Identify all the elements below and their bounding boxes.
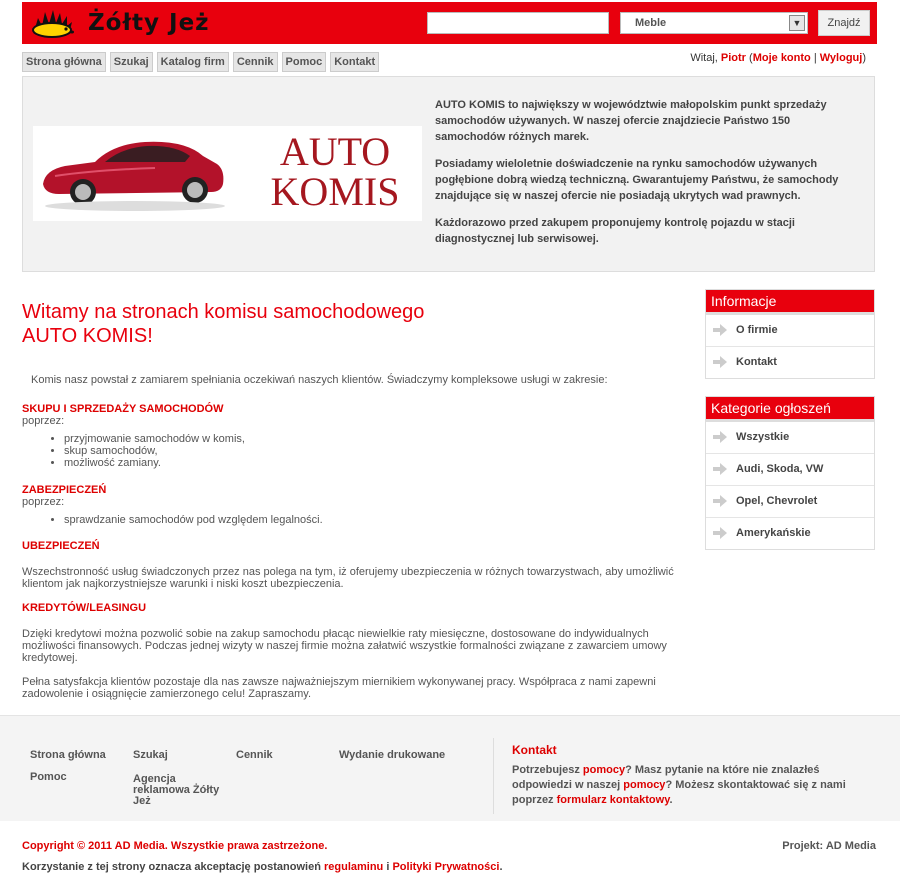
- section-title: ZABEZPIECZEŃ: [22, 484, 107, 496]
- footer-link-search[interactable]: Szukaj: [133, 749, 168, 761]
- terms-text: Korzystanie z tej strony oznacza akceptację postanowień: [22, 861, 324, 873]
- nav-pricing[interactable]: Cennik: [233, 52, 278, 72]
- footer-link-help[interactable]: Pomoc: [30, 771, 67, 783]
- paren-open: (: [749, 52, 753, 64]
- my-account-link[interactable]: Moje konto: [752, 52, 811, 64]
- contact-text-part: ? Masz pytanie na które nie znalazłeś odpowiedzi w naszej: [512, 764, 820, 791]
- banner-paragraph: Każdorazowo przed zakupem proponujemy kontrolę pojazdu w stacji diagnostycznej lub serwisowej.: [435, 217, 795, 245]
- arrow-right-icon: [713, 431, 727, 443]
- project-credit: Projekt: AD Media: [782, 840, 876, 852]
- page-title-line1: Witamy na stronach komisu samochodowego: [22, 301, 425, 323]
- closing-text: Pełna satysfakcja klientów pozostaje dla nas zawsze najważniejszym miernikiem wykonywanej pracy. Współpraca z nami zapewni zadowolenie i osiągnięcie zamierzonego celu! Zapraszamy.: [22, 676, 656, 700]
- section-subtitle: poprzez:: [22, 415, 65, 427]
- user-name-link[interactable]: Piotr: [720, 52, 746, 64]
- info-box: [705, 289, 875, 379]
- banner-brand-line2: KOMIS: [270, 169, 400, 214]
- list-item: • skup samochodów,: [64, 445, 697, 457]
- greeting: Witaj,: [690, 52, 721, 64]
- privacy-link[interactable]: Polityki Prywatności: [392, 861, 500, 873]
- arrow-right-icon: [713, 356, 727, 368]
- nav-catalog[interactable]: Katalog firm: [157, 52, 229, 72]
- header-bar: [22, 2, 877, 44]
- list-item: • sprawdzanie samochodów pod względem legalności.: [64, 514, 697, 526]
- sidebar-item-label: Wszystkie: [736, 431, 790, 443]
- categories-box-title: Kategorie ogłoszeń: [706, 397, 874, 422]
- footer-link-home[interactable]: Strona główna: [30, 749, 106, 761]
- hedgehog-icon: [30, 8, 76, 38]
- section-text: Dzięki kredytowi można pozwolić sobie na zakup samochodu płacąc niewielkie raty miesięczne, dostosowane do indywidualnych możliwości finansowych. Podczas jednej wizyty w naszej firmie można załatwić wszystkie formalności związane z zawarciem umowy kredytowej.: [22, 628, 667, 664]
- service-list: [22, 514, 697, 526]
- page-title: [22, 300, 697, 348]
- main-content: [22, 300, 697, 712]
- user-bar: [690, 52, 866, 64]
- logo-text: Żółty Jeż: [88, 10, 210, 36]
- car-icon: [35, 126, 235, 221]
- footer: [0, 715, 900, 821]
- terms-notice: [22, 861, 503, 873]
- banner-image: [33, 126, 422, 221]
- banner: [22, 76, 875, 272]
- categories-box: [705, 396, 875, 550]
- footer-contact: [493, 738, 872, 814]
- contact-form-link[interactable]: formularz kontaktowy: [556, 794, 670, 806]
- terms-text: .: [499, 861, 503, 873]
- list-item: • możliwość zamiany.: [64, 457, 697, 469]
- section-title: SKUPU I SPRZEDAŻY SAMOCHODÓW: [22, 403, 224, 415]
- sidebar-item-contact[interactable]: [706, 347, 874, 378]
- main-nav: [22, 52, 383, 72]
- sidebar-item-label: Kontakt: [736, 356, 777, 368]
- sidebar-item-about[interactable]: [706, 315, 874, 347]
- terms-link[interactable]: regulaminu: [323, 861, 384, 873]
- help-link-2[interactable]: pomocy: [623, 779, 666, 791]
- footer-link-print[interactable]: Wydanie drukowane: [339, 749, 446, 761]
- banner-paragraph: AUTO KOMIS to największy w województwie małopolskim punkt sprzedaży samochodów używanych. W naszej ofercie znajdziecie Państwo 150 samochodów różnych marek.: [435, 99, 827, 143]
- copyright: Copyright © 2011 AD Media. Wszystkie prawa zastrzeżone.: [22, 840, 328, 852]
- chevron-down-icon[interactable]: ▼: [789, 15, 805, 31]
- list-item: • przyjmowanie samochodów w komis,: [64, 433, 697, 445]
- banner-brand: [255, 129, 415, 214]
- arrow-right-icon: [713, 527, 727, 539]
- section-text: Wszechstronność usług świadczonych przez nas polega na tym, iż oferujemy ubezpieczenia w różnych towarzystwach, aby umożliwić klientom jak najkorzystniejsze warunki i niski koszt ubezpieczenia.: [22, 566, 674, 590]
- contact-text-part: Potrzebujesz: [512, 764, 583, 776]
- banner-paragraph: Posiadamy wieloletnie doświadczenie na rynku samochodów używanych pogłębione dobrą wiedzą techniczną. Gwarantujemy Państwu, że samochody znajdujące się w naszej ofercie nie posiadają ukrytych wad prawnych.: [435, 158, 839, 202]
- logout-link[interactable]: Wyloguj: [819, 52, 863, 64]
- section-subtitle: poprzez:: [22, 496, 65, 508]
- sidebar-item-american[interactable]: [706, 518, 874, 549]
- section-title: KREDYTÓW/LEASINGU: [22, 602, 147, 614]
- user-separator: |: [810, 52, 820, 64]
- section-title: UBEZPIECZEŃ: [22, 540, 100, 552]
- nav-home[interactable]: Strona główna: [22, 52, 106, 72]
- banner-description: [435, 97, 855, 258]
- logo[interactable]: [30, 6, 210, 40]
- sidebar-item-all[interactable]: [706, 422, 874, 454]
- contact-text: [512, 763, 872, 808]
- help-link[interactable]: pomocy: [582, 764, 626, 776]
- category-select-value: Meble: [635, 17, 667, 29]
- arrow-right-icon: [713, 324, 727, 336]
- banner-brand-line1: AUTO: [279, 129, 391, 174]
- paren-close: ): [862, 52, 866, 64]
- contact-text-part: .: [669, 794, 673, 806]
- sidebar-item-label: Amerykańskie: [736, 527, 811, 539]
- arrow-right-icon: [713, 495, 727, 507]
- nav-contact[interactable]: Kontakt: [330, 52, 379, 72]
- sidebar-item-audi[interactable]: [706, 454, 874, 486]
- sidebar-item-label: O firmie: [736, 324, 778, 336]
- intro-text: Komis nasz powstał z zamiarem spełniania oczekiwań naszych klientów. Świadczymy kompleksowe usługi w zakresie:: [31, 374, 608, 386]
- footer-link-agency[interactable]: Agencja reklamowa Żółty Jeż: [133, 773, 220, 807]
- sidebar-item-label: Opel, Chevrolet: [736, 495, 818, 507]
- search-input[interactable]: [427, 12, 609, 34]
- sidebar-item-label: Audi, Skoda, VW: [736, 463, 824, 475]
- service-list: [22, 433, 697, 469]
- contact-text-part: ? Możesz skontaktować się z nami poprzez: [512, 779, 846, 806]
- contact-title: Kontakt: [512, 743, 557, 757]
- info-box-title: Informacje: [706, 290, 874, 315]
- terms-text: i: [383, 861, 393, 873]
- nav-help[interactable]: Pomoc: [282, 52, 327, 72]
- sidebar-item-opel[interactable]: [706, 486, 874, 518]
- search-button[interactable]: Znajdź: [818, 10, 870, 36]
- page-title-line2: AUTO KOMIS!: [22, 325, 153, 347]
- arrow-right-icon: [713, 463, 727, 475]
- nav-search[interactable]: Szukaj: [110, 52, 153, 72]
- category-select[interactable]: [620, 12, 808, 34]
- footer-link-pricing[interactable]: Cennik: [236, 749, 273, 761]
